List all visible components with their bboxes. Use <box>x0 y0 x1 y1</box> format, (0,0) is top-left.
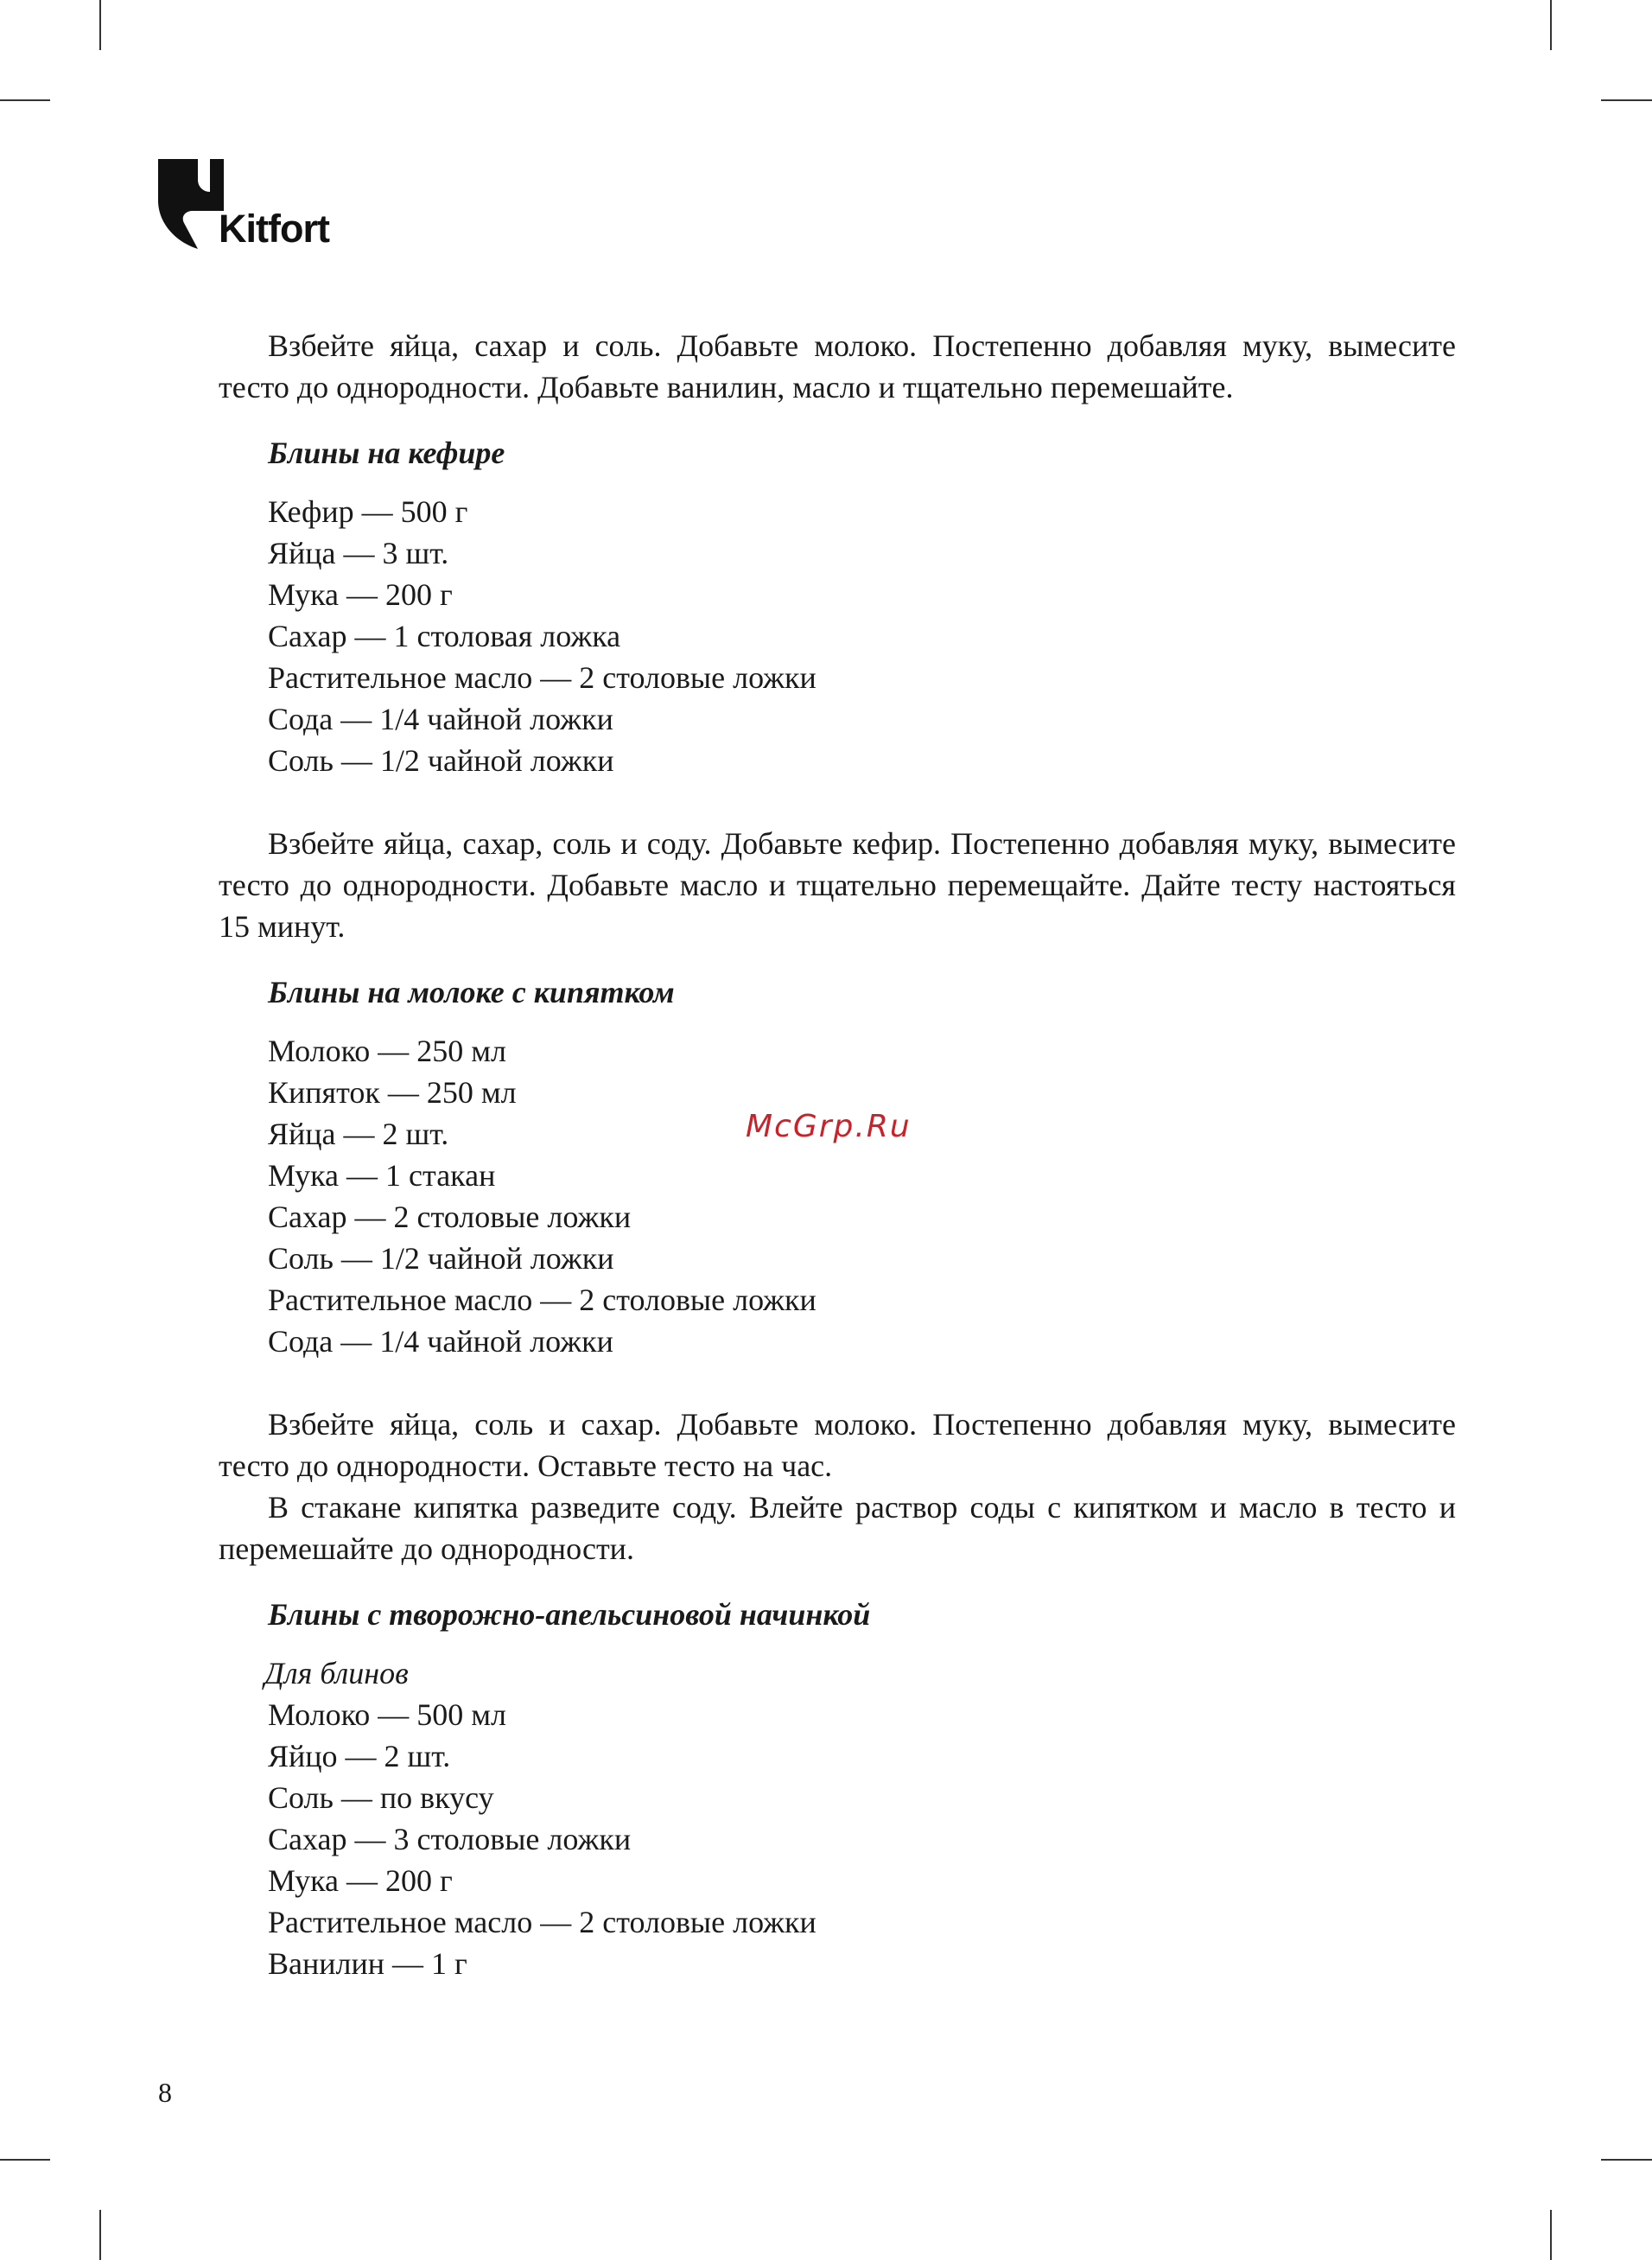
ingredient-item: Кипяток — 250 мл <box>268 1075 517 1110</box>
page-number: 8 <box>158 2077 172 2108</box>
instruction-paragraph: В стакане кипятка разведите соду. Влейте раствор соды с кипятком и масло в тесто и перемешайте до однородности. <box>219 1490 1456 1566</box>
ingredient-list <box>219 1694 1456 1984</box>
crop-mark <box>0 2159 50 2161</box>
crop-mark <box>1601 99 1652 101</box>
ingredient-item: Сахар — 3 столовые ложки <box>268 1822 632 1856</box>
ingredient-item: Мука — 200 г <box>268 1863 453 1898</box>
crop-mark <box>99 2210 101 2260</box>
crop-mark <box>0 99 50 101</box>
recipe-title: Блины на молоке с кипятком <box>268 975 675 1009</box>
brand-name: Kitfort <box>219 207 329 251</box>
ingredient-item: Растительное масло — 2 столовые ложки <box>268 660 816 695</box>
ingredient-item: Сахар — 2 столовые ложки <box>268 1200 632 1234</box>
crop-mark <box>1550 2210 1552 2260</box>
kitfort-bookmark-icon <box>158 159 224 250</box>
recipe-subtitle: Для блинов <box>264 1656 409 1690</box>
ingredient-list <box>219 491 1456 781</box>
ingredient-item: Соль — 1/2 чайной ложки <box>268 743 614 778</box>
brand-logo <box>158 159 329 250</box>
ingredient-item: Мука — 1 стакан <box>268 1158 496 1193</box>
recipe-title: Блины на кефире <box>268 436 505 470</box>
ingredient-item: Сода — 1/4 чайной ложки <box>268 702 613 736</box>
intro-paragraph: Взбейте яйца, сахар и соль. Добавьте молоко. Постепенно добавляя муку, вымесите тесто до однородности. Добавьте ванилин, масло и тщательно перемешайте. <box>219 328 1456 404</box>
crop-mark <box>1550 0 1552 50</box>
crop-mark <box>99 0 101 50</box>
ingredient-item: Яйцо — 2 шт. <box>268 1739 451 1773</box>
ingredient-item: Растительное масло — 2 столовые ложки <box>268 1283 816 1317</box>
ingredient-item: Растительное масло — 2 столовые ложки <box>268 1905 816 1939</box>
ingredient-item: Сода — 1/4 чайной ложки <box>268 1324 613 1359</box>
instruction-paragraph: Взбейте яйца, соль и сахар. Добавьте молоко. Постепенно добавляя муку, вымесите тесто до однородности. Оставьте тесто на час. <box>219 1407 1456 1483</box>
ingredient-item: Мука — 200 г <box>268 577 453 612</box>
ingredient-item: Соль — по вкусу <box>268 1780 494 1815</box>
instruction-paragraph: Взбейте яйца, сахар, соль и соду. Добавьте кефир. Постепенно добавляя муку, вымесите тесто до однородности. Добавьте масло и тщательно перемещайте. Дайте тесту настояться 15 минут. <box>219 826 1456 944</box>
ingredient-item: Молоко — 250 мл <box>268 1034 507 1068</box>
ingredient-item: Молоко — 500 мл <box>268 1697 507 1732</box>
recipe-title: Блины с творожно-апельсиновой начинкой <box>268 1597 871 1632</box>
ingredient-item: Яйца — 2 шт. <box>268 1117 449 1151</box>
ingredient-item: Ванилин — 1 г <box>268 1946 467 1981</box>
ingredient-item: Кефир — 500 г <box>268 494 468 529</box>
ingredient-list <box>219 1030 1456 1362</box>
ingredient-item: Яйца — 3 шт. <box>268 536 449 570</box>
ingredient-item: Сахар — 1 столовая ложка <box>268 619 621 653</box>
page-content <box>219 325 1456 1984</box>
watermark-link[interactable]: McGrp.Ru <box>746 1109 912 1144</box>
ingredient-item: Соль — 1/2 чайной ложки <box>268 1241 614 1276</box>
crop-mark <box>1601 2159 1652 2161</box>
